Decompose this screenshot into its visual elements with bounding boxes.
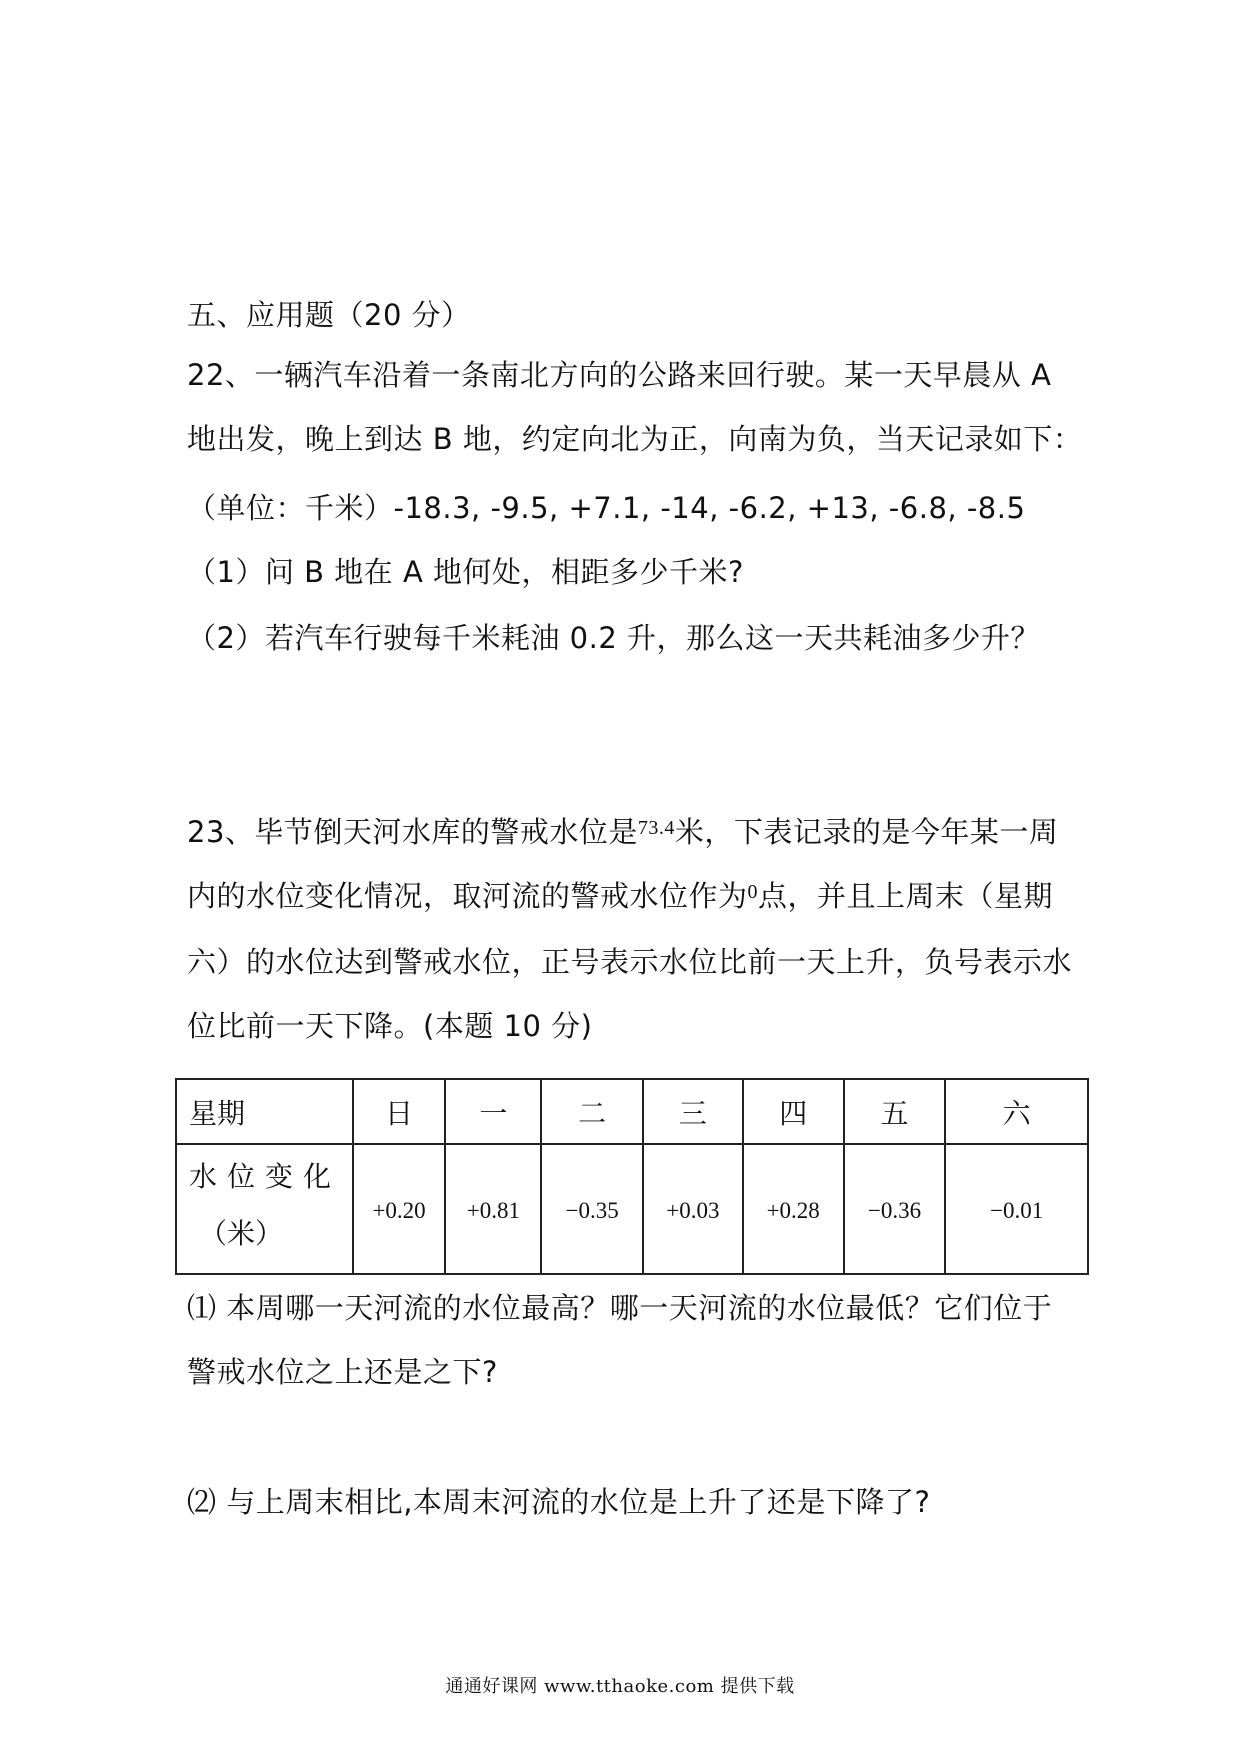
value-text: −0.35	[565, 1198, 619, 1223]
value-text: +0.28	[766, 1198, 820, 1223]
day-header: 二	[541, 1079, 643, 1144]
q23-subquestion-1-line-2: 警戒水位之上还是之下?	[187, 1355, 498, 1389]
change-row-label-unit: （米）	[199, 1217, 284, 1250]
q22-subquestion-1: （1）问 B 地在 A 地何处，相距多少千米?	[187, 555, 744, 589]
value-text: −0.36	[867, 1198, 922, 1223]
value-cell	[541, 1144, 643, 1274]
q23-line-1-post: 米，下表记录的是今年某一周	[674, 815, 1059, 849]
day-header: 三	[643, 1079, 743, 1144]
value-text: +0.20	[372, 1198, 426, 1223]
value-cell	[945, 1144, 1088, 1274]
q22-line-2: 地出发，晚上到达 B 地，约定向北为正，向南为负，当天记录如下：	[187, 422, 1083, 456]
change-row-label-main: 水位变化	[189, 1160, 342, 1193]
table-values-row	[176, 1144, 1088, 1274]
day-header: 六	[945, 1079, 1088, 1144]
q23-line-1	[187, 810, 1058, 851]
q23-line-4: 位比前一天下降。(本题 10 分)	[187, 1009, 593, 1043]
q23-line-3: 六）的水位达到警戒水位，正号表示水位比前一天上升，负号表示水	[187, 945, 1073, 979]
q23-subquestion-2: ⑵ 与上周末相比,本周末河流的水位是上升了还是下降了?	[187, 1485, 931, 1519]
change-row-label	[176, 1144, 353, 1274]
value-cell	[445, 1144, 541, 1274]
water-level-table	[175, 1078, 1089, 1275]
q22-line-1: 22、一辆汽车沿着一条南北方向的公路来回行驶。某一天早晨从 A	[187, 358, 1052, 392]
day-header: 五	[844, 1079, 946, 1144]
page-footer: 通通好课网 www.tthaoke.com 提供下载	[445, 1676, 795, 1697]
value-text: +0.81	[466, 1198, 520, 1223]
value-text: +0.03	[666, 1198, 720, 1223]
weekday-header-label: 星期	[176, 1079, 353, 1144]
value-cell	[743, 1144, 844, 1274]
value-cell	[353, 1144, 446, 1274]
value-text: −0.01	[990, 1198, 1044, 1223]
q23-line-2-pre: 内的水位变化情况，取河流的警戒水位作为	[187, 879, 748, 913]
q23-line-1-pre: 23、毕节倒天河水库的警戒水位是	[187, 815, 638, 849]
zero-point-value: 0	[747, 881, 759, 903]
day-header: 四	[743, 1079, 844, 1144]
q22-data-line: （单位：千米）-18.3, -9.5, +7.1, -14, -6.2, +13, -6.8, -8.5	[187, 491, 1026, 525]
q23-subquestion-1-line-1: ⑴ 本周哪一天河流的水位最高？哪一天河流的水位最低？它们位于	[187, 1291, 1053, 1325]
q23-line-2-post: 点，并且上周末（星期	[758, 879, 1054, 913]
warning-level-value: 73.4	[637, 817, 675, 839]
q22-subquestion-2: （2）若汽车行驶每千米耗油 0.2 升，那么这一天共耗油多少升？	[187, 621, 1041, 655]
day-header: 日	[353, 1079, 446, 1144]
value-cell	[844, 1144, 946, 1274]
day-header: 一	[445, 1079, 541, 1144]
table-header-row	[176, 1079, 1088, 1144]
value-cell	[643, 1144, 743, 1274]
section-heading: 五、应用题（20 分）	[187, 298, 471, 332]
q23-line-2	[187, 874, 1053, 915]
